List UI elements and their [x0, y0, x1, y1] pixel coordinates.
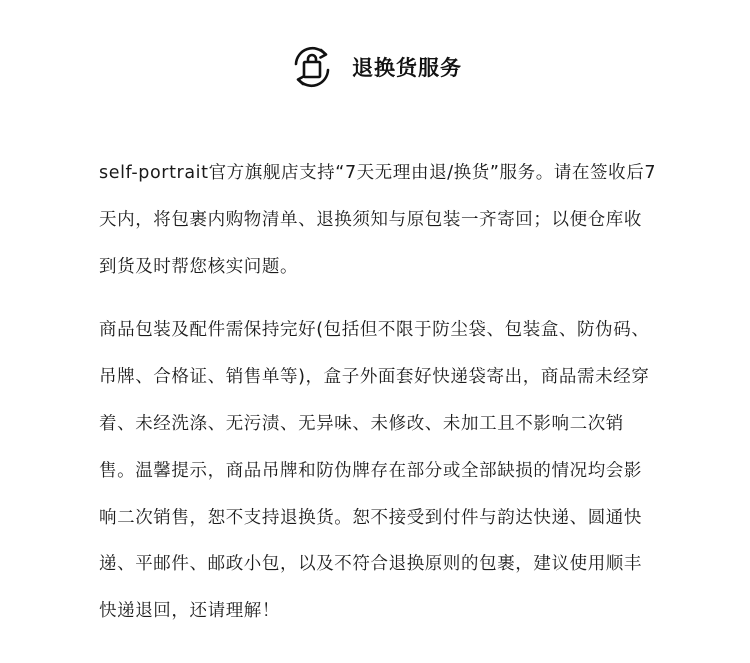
section-header: [0, 40, 750, 94]
section-title: 退换货服务: [352, 56, 462, 80]
policy-paragraph-conditions: 商品包装及配件需保持完好(包括但不限于防尘袋、包装盒、防伪码、吊牌、合格证、销售单等)，盒子外面套好快递袋寄出，商品需未经穿着、未经洗涤、无污渍、无异味、未修改、未加工且不影响二次销售。温馨提示，商品吊牌和防伪牌存在部分或全部缺损的情况均会影响二次销售，恕不支持退换货。恕不接受到付件与韵达快递、圆通快递、平邮件、邮政小包，以及不符合退换原则的包裹，建议使用顺丰快递退回，还请理解！: [99, 320, 650, 622]
policy-paragraph-return: self-portrait官方旗舰店支持“7天无理由退/换货”服务。请在签收后7天内，将包裹内购物清单、退换须知与原包装一齐寄回；以便仓库收到货及时帮您核实问题。: [99, 163, 657, 277]
return-bag-icon: [288, 43, 336, 91]
policy-text: [99, 150, 659, 635]
